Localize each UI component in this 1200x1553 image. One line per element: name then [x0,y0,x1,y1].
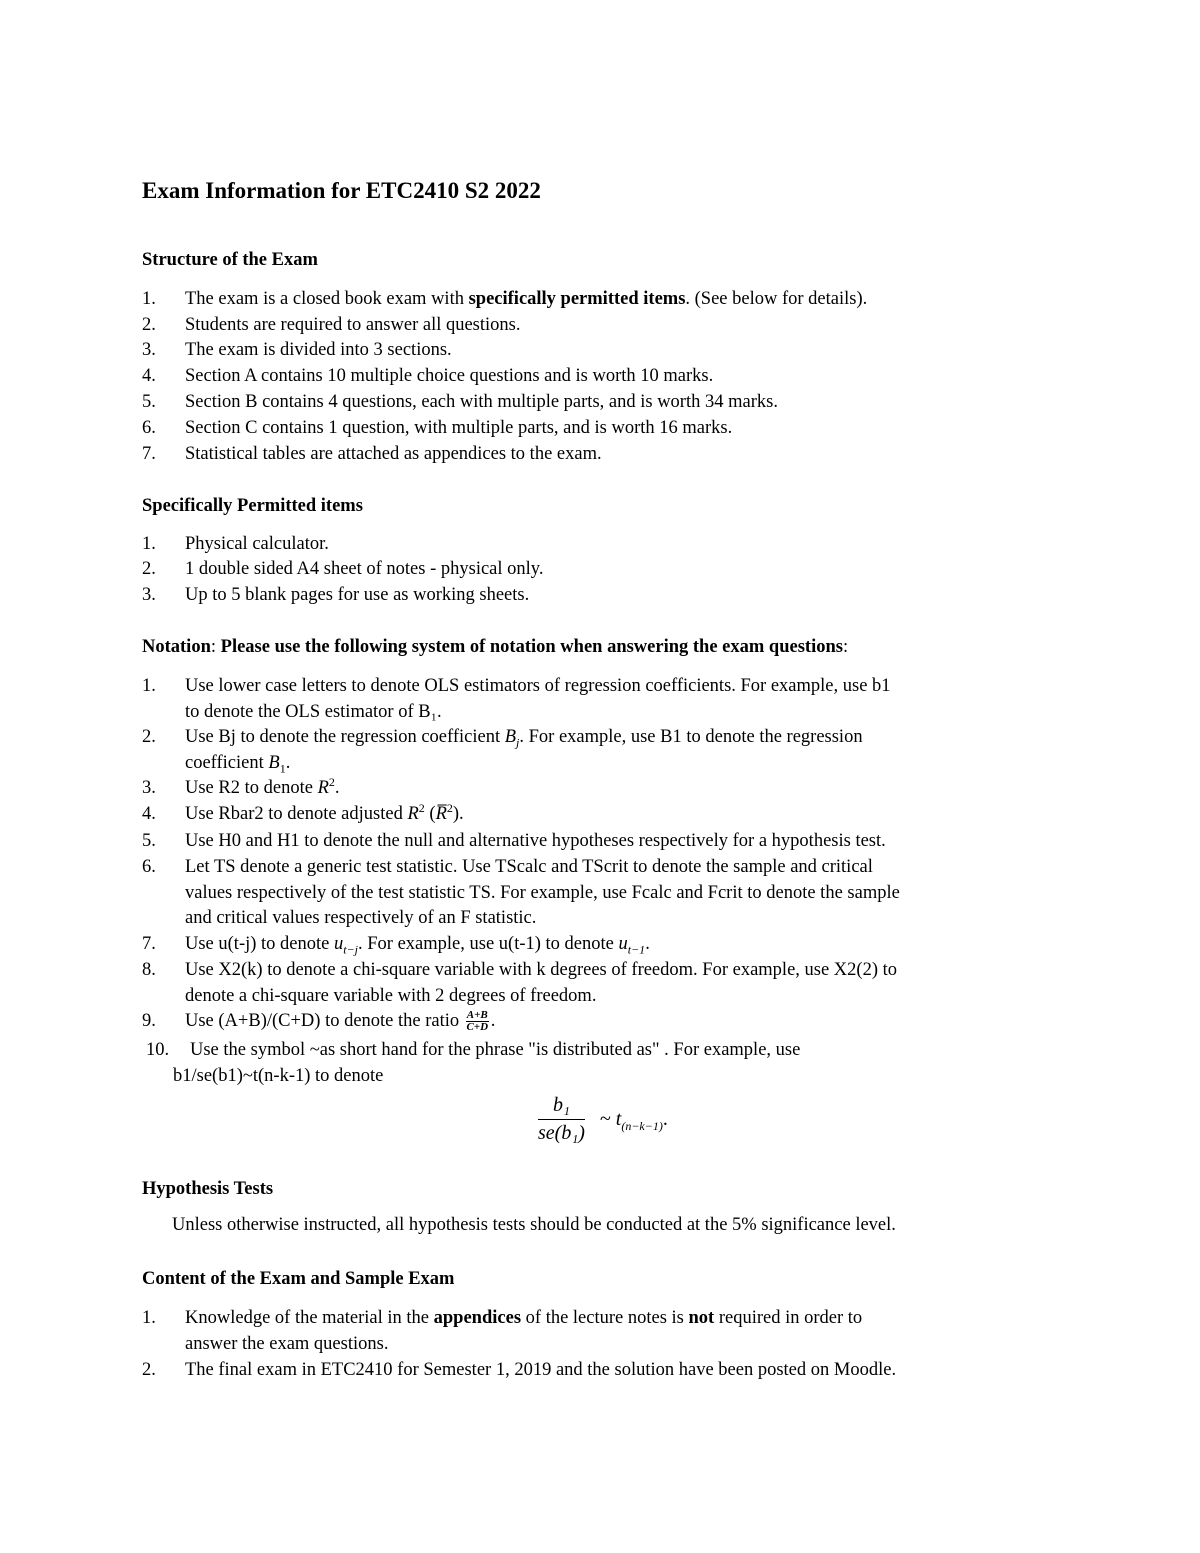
page-title: Exam Information for ETC2410 S2 2022 [142,178,541,203]
list-number: 3. [142,340,156,360]
list-number: 1. [142,676,156,696]
list-number: 8. [142,960,156,980]
content-heading: Content of the Exam and Sample Exam [142,1269,455,1289]
permitted-heading: Specifically Permitted items [142,496,363,516]
list-number: 7. [142,444,156,464]
list-item: Section A contains 10 multiple choice questions and is worth 10 marks. [185,366,714,386]
list-item: Section B contains 4 questions, each with multiple parts, and is worth 34 marks. [185,392,778,412]
list-number: 1. [142,534,156,554]
list-item: Section C contains 1 question, with multiple parts, and is worth 16 marks. [185,418,733,438]
list-number: 10. [146,1040,170,1060]
equation-fraction: $\frac{\text{b₁}}{\text{se(b₁)}}$ [538,1094,585,1144]
hypothesis-text: Unless otherwise instructed, all hypothesis tests should be conducted at the 5% significance level. [172,1215,896,1235]
list-number: 1. [142,1308,156,1328]
list-number: 3. [142,778,156,798]
list-item: Knowledge of the material in the appendices of the lecture notes is not required in order to answer the exam questions. [185,1308,863,1354]
list-number: 2. [142,727,156,747]
list-number: 6. [142,857,156,877]
list-number: 7. [142,934,156,954]
list-item: Use lower case letters to denote OLS estimators of regression coefficients. For example, use b1 to denote the OLS estimator of B₁. [185,676,891,722]
list-number: 2. [142,1360,156,1380]
list-item: The exam is divided into 3 sections. [185,340,452,360]
list-number: 4. [142,366,156,386]
list-item: Up to 5 blank pages for use as working sheets. [185,585,530,605]
list-item: The final exam in ETC2410 for Semester 1, 2019 and the solution have been posted on Moodle. [185,1360,897,1380]
list-number: 6. [142,418,156,438]
hypothesis-heading: Hypothesis Tests [142,1179,274,1199]
list-item: Use H0 and H1 to denote the null and alternative hypotheses respectively for a hypothesis test. [185,831,886,851]
list-number: 5. [142,392,156,412]
list-item: Use X2(k) to denote a chi-square variable with k degrees of freedom. For example, use X2(2) to denote a chi-square variable with 2 degrees of freedom. [185,960,898,1006]
list-item: The exam is a closed book exam with specifically permitted items. (See below for details). [185,289,868,309]
list-number: 5. [142,831,156,851]
list-number: 3. [142,585,156,605]
equation-distribution: ~ $t_{(n-k-1)}$. [599,1108,668,1133]
list-item: Use (A+B)/(C+D) to denote the ratio $\frac{A+B}{C+D}$ . [185,1009,496,1034]
list-item: Statistical tables are attached as appendices to the exam. [185,444,602,464]
notation-heading: Notation: Please use the following system of notation when answering the exam questions: [142,637,849,657]
list-number: 1. [142,289,156,309]
list-item: 1 double sided A4 sheet of notes - physical only. [185,559,544,579]
list-item: Use the symbol ~as short hand for the phrase "is distributed as" . For example, use b1/se(b1)~t(n-k-1) to denote [173,1040,801,1086]
list-number: 9. [142,1011,156,1031]
structure-heading: Structure of the Exam [142,250,318,270]
display-equation [538,1094,668,1145]
list-item: Use R2 to denote $R^2$. [185,774,340,798]
list-item: Students are required to answer all questions. [185,315,521,335]
list-number: 4. [142,804,156,824]
ratio-fraction: $\frac{A+B}{C+D}$ [466,1009,489,1034]
list-number: 2. [142,315,156,335]
list-item: Physical calculator. [185,534,329,554]
list-item: Use u(t-j) to denote $u_{t-j}$. For example, use u(t-1) to denote $u_{t-1}$. [185,934,650,957]
list-item: Use Rbar2 to denote adjusted $R^2$ (R̅$^2$). [185,800,464,824]
list-item: Use Bj to denote the regression coefficient $B_j$. For example, use B1 to denote the regression coefficient $B_1$. [185,727,863,776]
list-item: Let TS denote a generic test statistic. Use TScalc and TScrit to denote the sample and critical values respectively of the test statistic TS. For example, use Fcalc and Fcrit to denote the sample and critical values respectively of an F statistic. [185,857,900,929]
list-number: 2. [142,559,156,579]
